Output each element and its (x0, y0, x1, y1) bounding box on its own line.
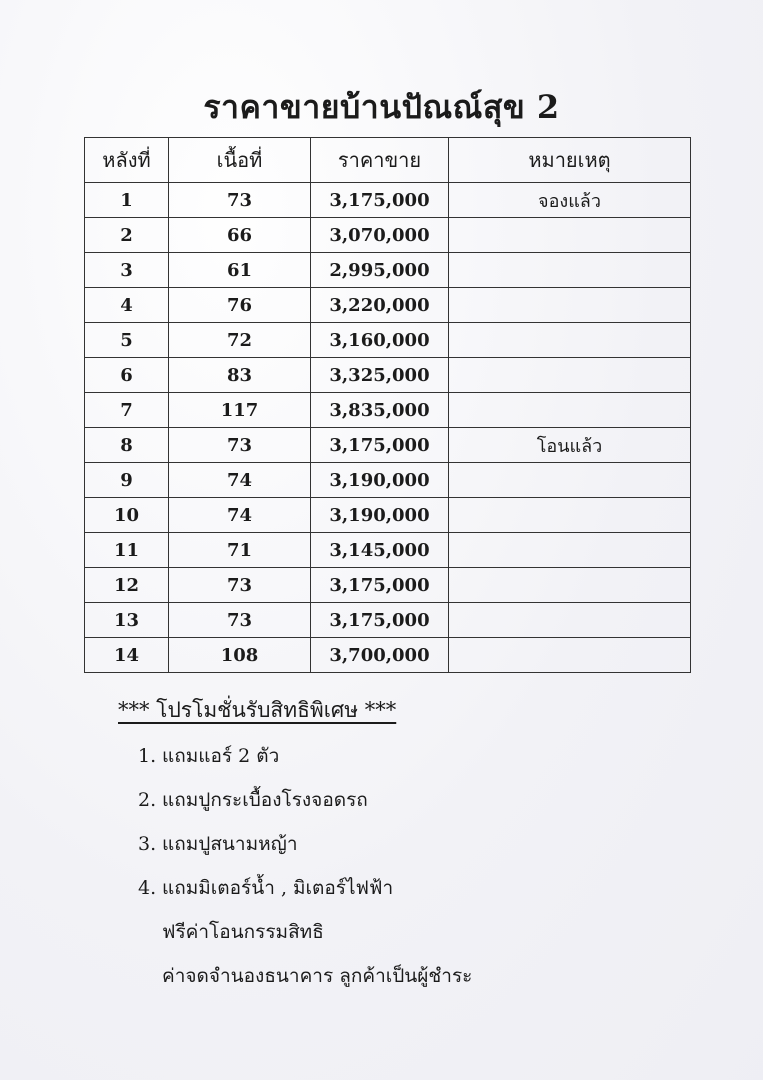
cell-remark (449, 533, 691, 568)
cell-house-no: 3 (85, 253, 169, 288)
item-text: แถมมิเตอร์น้ำ , มิเตอร์ไฟฟ้า (162, 877, 394, 899)
cell-price: 3,325,000 (311, 358, 449, 393)
cell-area: 74 (169, 498, 311, 533)
header-price: ราคาขาย (311, 138, 449, 183)
header-area: เนื้อที่ (169, 138, 311, 183)
cell-remark (449, 568, 691, 603)
cell-house-no: 11 (85, 533, 169, 568)
cell-area: 72 (169, 323, 311, 358)
table-row (85, 568, 691, 603)
promotion-item (138, 784, 472, 828)
cell-price: 3,145,000 (311, 533, 449, 568)
cell-area: 66 (169, 218, 311, 253)
cell-remark (449, 603, 691, 638)
item-text: แถมปูสนามหญ้า (162, 833, 298, 855)
promotion-item (138, 872, 472, 916)
cell-area: 73 (169, 428, 311, 463)
cell-remark (449, 358, 691, 393)
table-row (85, 358, 691, 393)
cell-house-no: 7 (85, 393, 169, 428)
item-text: แถมแอร์ 2 ตัว (162, 745, 280, 767)
cell-price: 3,190,000 (311, 463, 449, 498)
cell-price: 3,175,000 (311, 183, 449, 218)
promotion-extra-line: ฟรีค่าโอนกรรมสิทธิ (162, 921, 324, 943)
cell-area: 73 (169, 183, 311, 218)
cell-area: 61 (169, 253, 311, 288)
cell-remark: โอนแล้ว (449, 428, 691, 463)
promotion-item (138, 740, 472, 784)
promotion-heading: *** โปรโมชั่นรับสิทธิพิเศษ *** (118, 698, 397, 722)
table-row (85, 393, 691, 428)
cell-remark (449, 218, 691, 253)
promotion-extra-line: ค่าจดจำนองธนาคาร ลูกค้าเป็นผู้ชำระ (162, 965, 473, 987)
cell-price: 3,160,000 (311, 323, 449, 358)
item-text: แถมปูกระเบื้องโรงจอดรถ (162, 789, 368, 811)
cell-area: 73 (169, 568, 311, 603)
cell-price: 2,995,000 (311, 253, 449, 288)
cell-house-no: 8 (85, 428, 169, 463)
cell-remark (449, 253, 691, 288)
cell-house-no: 12 (85, 568, 169, 603)
cell-house-no: 5 (85, 323, 169, 358)
cell-remark: จองแล้ว (449, 183, 691, 218)
table-row (85, 183, 691, 218)
cell-house-no: 9 (85, 463, 169, 498)
table-row (85, 463, 691, 498)
cell-area: 73 (169, 603, 311, 638)
table-row (85, 533, 691, 568)
cell-house-no: 2 (85, 218, 169, 253)
table-row (85, 253, 691, 288)
cell-house-no: 1 (85, 183, 169, 218)
table-row (85, 428, 691, 463)
cell-remark (449, 288, 691, 323)
promotion-list (138, 740, 472, 1004)
item-number: 2. (138, 789, 157, 811)
cell-price: 3,190,000 (311, 498, 449, 533)
cell-remark (449, 393, 691, 428)
cell-price: 3,070,000 (311, 218, 449, 253)
table-header-row (85, 138, 691, 183)
cell-price: 3,220,000 (311, 288, 449, 323)
table-row (85, 323, 691, 358)
cell-price: 3,175,000 (311, 603, 449, 638)
promotion-item (138, 828, 472, 872)
item-number: 4. (138, 877, 157, 899)
cell-house-no: 13 (85, 603, 169, 638)
cell-house-no: 6 (85, 358, 169, 393)
header-remark: หมายเหตุ (449, 138, 691, 183)
price-table (84, 137, 691, 673)
cell-remark (449, 498, 691, 533)
item-number: 3. (138, 833, 157, 855)
cell-area: 76 (169, 288, 311, 323)
cell-price: 3,175,000 (311, 428, 449, 463)
cell-area: 71 (169, 533, 311, 568)
cell-price: 3,835,000 (311, 393, 449, 428)
cell-house-no: 14 (85, 638, 169, 673)
page-title: ราคาขายบ้านปัณณ์สุข 2 (203, 88, 560, 126)
table-row (85, 603, 691, 638)
table-row (85, 288, 691, 323)
table-row (85, 218, 691, 253)
cell-remark (449, 463, 691, 498)
cell-area: 74 (169, 463, 311, 498)
item-number: 1. (138, 745, 157, 767)
cell-remark (449, 323, 691, 358)
cell-area: 117 (169, 393, 311, 428)
cell-area: 83 (169, 358, 311, 393)
cell-house-no: 10 (85, 498, 169, 533)
cell-remark (449, 638, 691, 673)
cell-area: 108 (169, 638, 311, 673)
cell-price: 3,700,000 (311, 638, 449, 673)
table-row (85, 638, 691, 673)
table-row (85, 498, 691, 533)
cell-house-no: 4 (85, 288, 169, 323)
header-house-no: หลังที่ (85, 138, 169, 183)
cell-price: 3,175,000 (311, 568, 449, 603)
